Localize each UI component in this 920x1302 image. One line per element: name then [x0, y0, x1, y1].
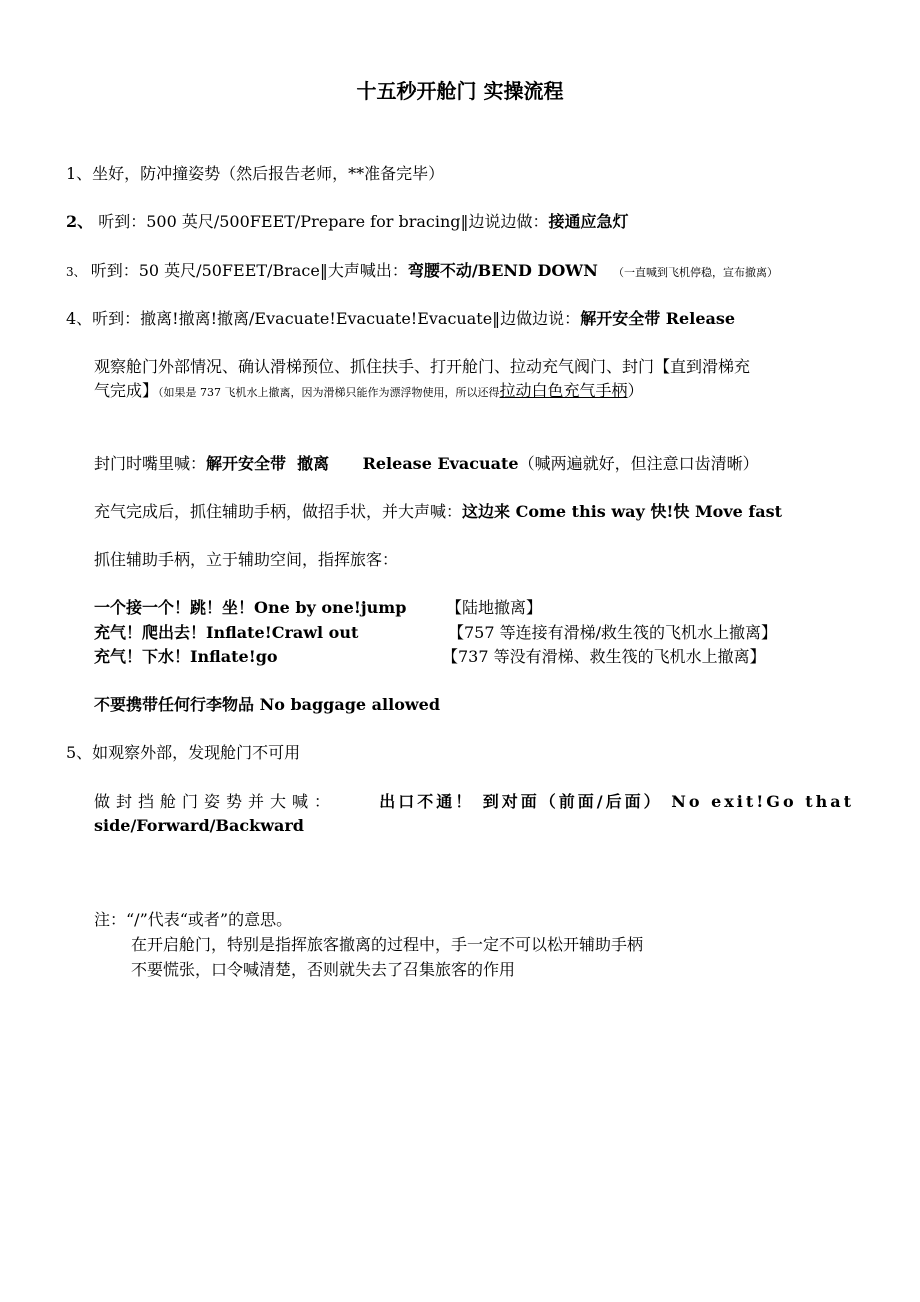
notes-line-1: 注：“/”代表“或者”的意思。 — [94, 910, 293, 929]
observe-line-2c: 拉动白色充气手柄 — [499, 381, 628, 400]
command-call-2: 充气！爬出去！Inflate!Crawl out — [94, 623, 359, 642]
block-action-1: 出口不通！ 到对面（前面/后面） No exit!Go that — [379, 792, 854, 811]
step-1: 1、坐好，防冲撞姿势（然后报告老师，**准备完毕） — [66, 164, 445, 183]
command-case-1: 【陆地撤离】 — [446, 598, 543, 617]
inflate-done-prefix: 充气完成后，抓住辅助手柄，做招手状，并大声喊： — [94, 502, 463, 521]
step-3 — [66, 261, 778, 283]
command-case-2: 【757 等连接有滑梯/救生筏的飞机水上撤离】 — [448, 623, 778, 642]
seal-suffix: （喊两遍就好，但注意口齿清晰） — [518, 454, 759, 473]
page-title: 十五秒开舱门 实操流程 — [356, 79, 564, 103]
observe-line-2a: 气完成】 — [94, 381, 159, 400]
seal-action: 解开安全带 撤离 Release Evacuate — [206, 454, 519, 473]
step-3-text: 听到：50 英尺/50FEET/Brace‖大声喊出： — [85, 261, 408, 280]
notes-line-2: 在开启舱门，特别是指挥旅客撤离的过程中，手一定不可以松开辅助手柄 — [131, 935, 644, 954]
observe-line-1: 观察舱门外部情况、确认滑梯预位、抓住扶手、打开舱门、拉动充气阀门、封门【直到滑梯充 — [94, 357, 751, 376]
step-2-action: 接通应急灯 — [548, 212, 629, 231]
no-baggage: 不要携带任何行李物品 No baggage allowed — [94, 695, 441, 714]
step-3-action: 弯腰不动/BEND DOWN — [407, 261, 598, 280]
step-4-action: 解开安全带 Release — [580, 309, 736, 328]
step-4 — [66, 309, 735, 329]
grab-line: 抓住辅助手柄，立于辅助空间，指挥旅客： — [94, 550, 399, 569]
step-3-note: （一直喊到飞机停稳，宣布撤离） — [612, 266, 778, 279]
command-case-3: 【737 等没有滑梯、救生筏的飞机水上撤离】 — [442, 647, 766, 666]
observe-line-2d: ） — [627, 381, 644, 400]
step-2-text: 听到：500 英尺/500FEET/Prepare for bracing‖边说边做： — [93, 212, 549, 231]
block-prefix: 做封挡舱门姿势并大喊： — [94, 792, 337, 811]
command-call-3: 充气！下水！Inflate!go — [94, 647, 278, 666]
step-3-number: 3、 — [66, 265, 86, 279]
inflate-done-action: 这边来 Come this way 快!快 Move fast — [462, 502, 783, 521]
observe-line-2 — [94, 381, 644, 403]
step-2-number: 2、 — [66, 212, 94, 231]
command-call-1: 一个接一个！跳！坐！One by one!jump — [94, 598, 407, 617]
block-line-1 — [94, 792, 854, 812]
step-5: 5、如观察外部，发现舱门不可用 — [66, 743, 301, 762]
inflate-done-line — [94, 502, 782, 522]
seal-prefix: 封门时嘴里喊： — [94, 454, 207, 473]
seal-line — [94, 454, 759, 474]
observe-line-2b: （如果是 737 飞机水上撤离，因为滑梯只能作为漂浮物使用，所以还得 — [158, 386, 500, 399]
notes-line-3: 不要慌张，口令喊清楚，否则就失去了召集旅客的作用 — [131, 960, 516, 979]
block-action-2: side/Forward/Backward — [94, 816, 304, 835]
step-2 — [66, 212, 629, 232]
step-4-text: 4、听到：撤离!撤离!撤离/Evacuate!Evacuate!Evacuate‖边做边说： — [66, 309, 581, 328]
